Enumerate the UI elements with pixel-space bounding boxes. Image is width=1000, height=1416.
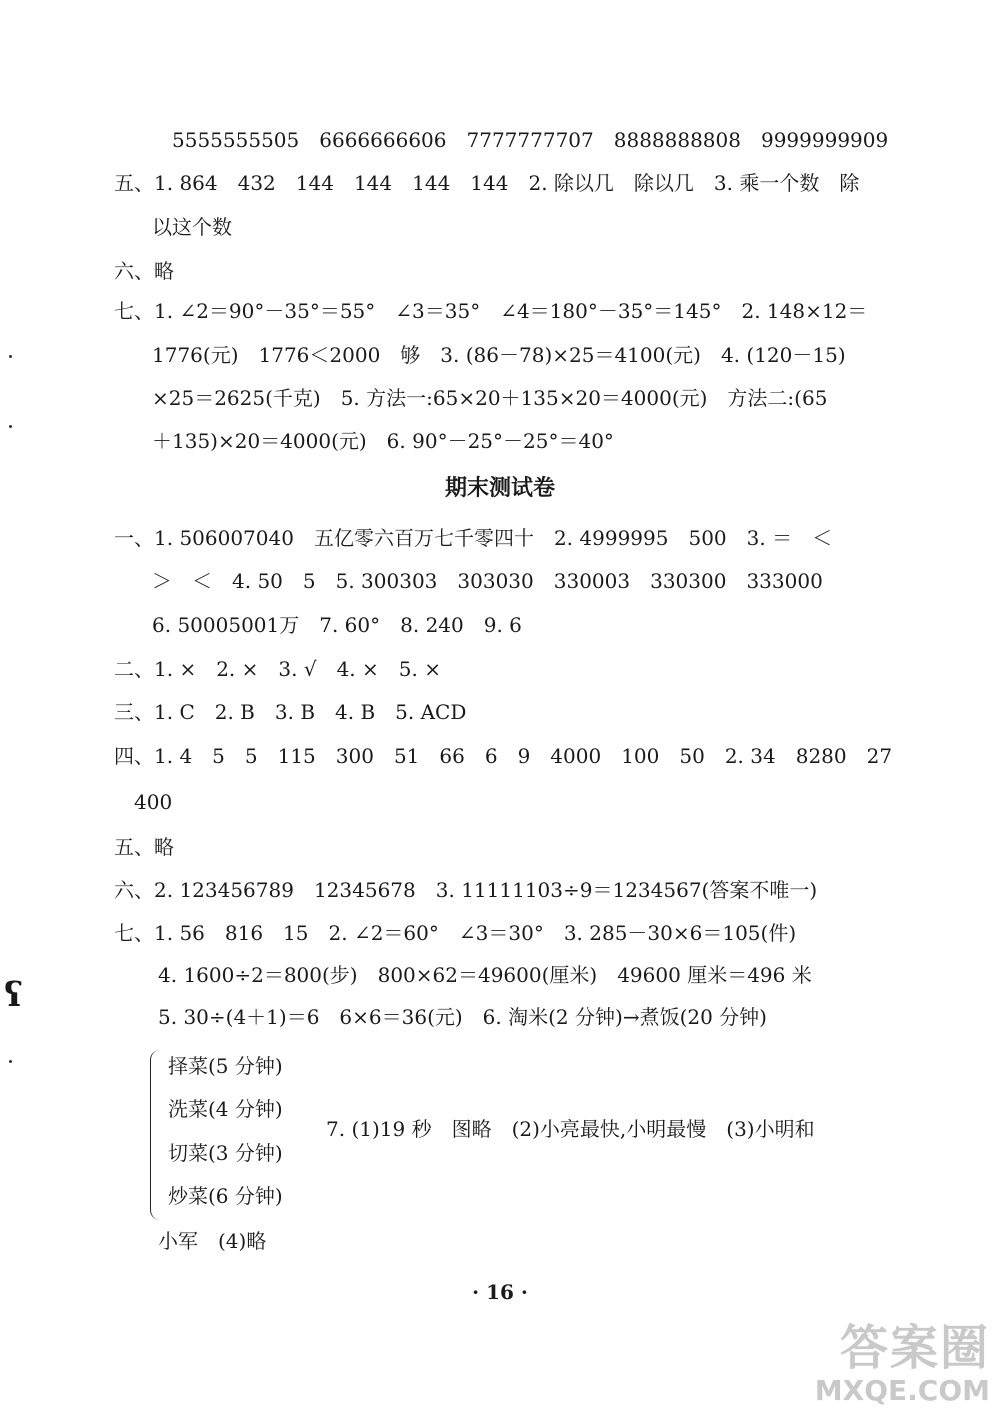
answer-line-7: ×25＝2625(千克) 5. 方法一:65×20＋135×20＝4000(元) 方法二:(65 — [152, 386, 828, 410]
brace-item-4: 炒菜(6 分钟) — [168, 1184, 283, 1208]
margin-dot — [9, 425, 12, 428]
watermark-title: 答案圈 — [839, 1320, 990, 1376]
brace-item-1: 择菜(5 分钟) — [168, 1054, 283, 1078]
watermark-url: MXQE.COM — [814, 1374, 990, 1407]
q7-line: 7. (1)19 秒 图略 (2)小亮最快,小明最慢 (3)小明和 — [326, 1117, 815, 1141]
answer-line-2: 五、1. 864 432 144 144 144 144 2. 除以几 除以几 3. 乘一个数 除 — [114, 171, 860, 195]
exam-line-10: 七、1. 56 816 15 2. ∠2＝60° ∠3＝30° 3. 285－30×6＝105(件) — [114, 921, 797, 945]
exam-line-11: 4. 1600÷2＝800(步) 800×62＝49600(厘米) 49600 厘米＝496 米 — [158, 963, 812, 987]
answer-line-5: 七、1. ∠2＝90°－35°＝55° ∠3＝35° ∠4＝180°－35°＝145° 2. 148×12＝ — [114, 299, 868, 323]
last-line: 小军 (4)略 — [158, 1229, 267, 1253]
answer-line-3: 以这个数 — [152, 215, 232, 239]
margin-dot — [9, 355, 12, 358]
answer-line-1: 5555555505 6666666606 7777777707 8888888808 9999999909 — [172, 128, 889, 152]
page-number: · 16 · — [472, 1280, 528, 1304]
exam-line-1: 一、1. 506007040 五亿零六百万七千零四十 2. 4999995 500 3. ＝ ＜ — [114, 526, 833, 550]
exam-line-12: 5. 30÷(4＋1)＝6 6×6＝36(元) 6. 淘米(2 分钟)→煮饭(20 分钟) — [158, 1005, 767, 1029]
answer-line-4: 六、略 — [114, 259, 174, 283]
exam-line-6: 四、1. 4 5 5 115 300 51 66 6 9 4000 100 50 2. 34 8280 27 — [114, 744, 893, 768]
watermark-logo — [815, 1320, 990, 1406]
answer-line-6: 1776(元) 1776＜2000 够 3. (86－78)×25＝4100(元) 4. (120－15) — [152, 343, 846, 367]
exam-line-8: 五、略 — [114, 835, 174, 859]
brace-item-3: 切菜(3 分钟) — [168, 1141, 283, 1165]
answer-line-8: ＋135)×20＝4000(元) 6. 90°－25°－25°＝40° — [152, 429, 614, 453]
exam-line-4: 二、1. × 2. × 3. √ 4. × 5. × — [114, 657, 441, 681]
exam-line-2: ＞ ＜ 4. 50 5 5. 300303 303030 330003 330300 333000 — [152, 569, 823, 593]
exam-line-9: 六、2. 123456789 12345678 3. 11111103÷9＝1234567(答案不唯一) — [114, 878, 818, 902]
exam-line-7: 400 — [134, 790, 173, 814]
brace-item-2: 洗菜(4 分钟) — [168, 1097, 283, 1121]
brace-bracket — [150, 1050, 161, 1220]
margin-mark: ʕ — [4, 975, 23, 1015]
exam-line-5: 三、1. C 2. B 3. B 4. B 5. ACD — [114, 700, 467, 724]
section-title: 期末测试卷 — [444, 476, 555, 501]
margin-dot — [9, 1060, 12, 1063]
exam-line-3: 6. 50005001万 7. 60° 8. 240 9. 6 — [152, 613, 522, 637]
